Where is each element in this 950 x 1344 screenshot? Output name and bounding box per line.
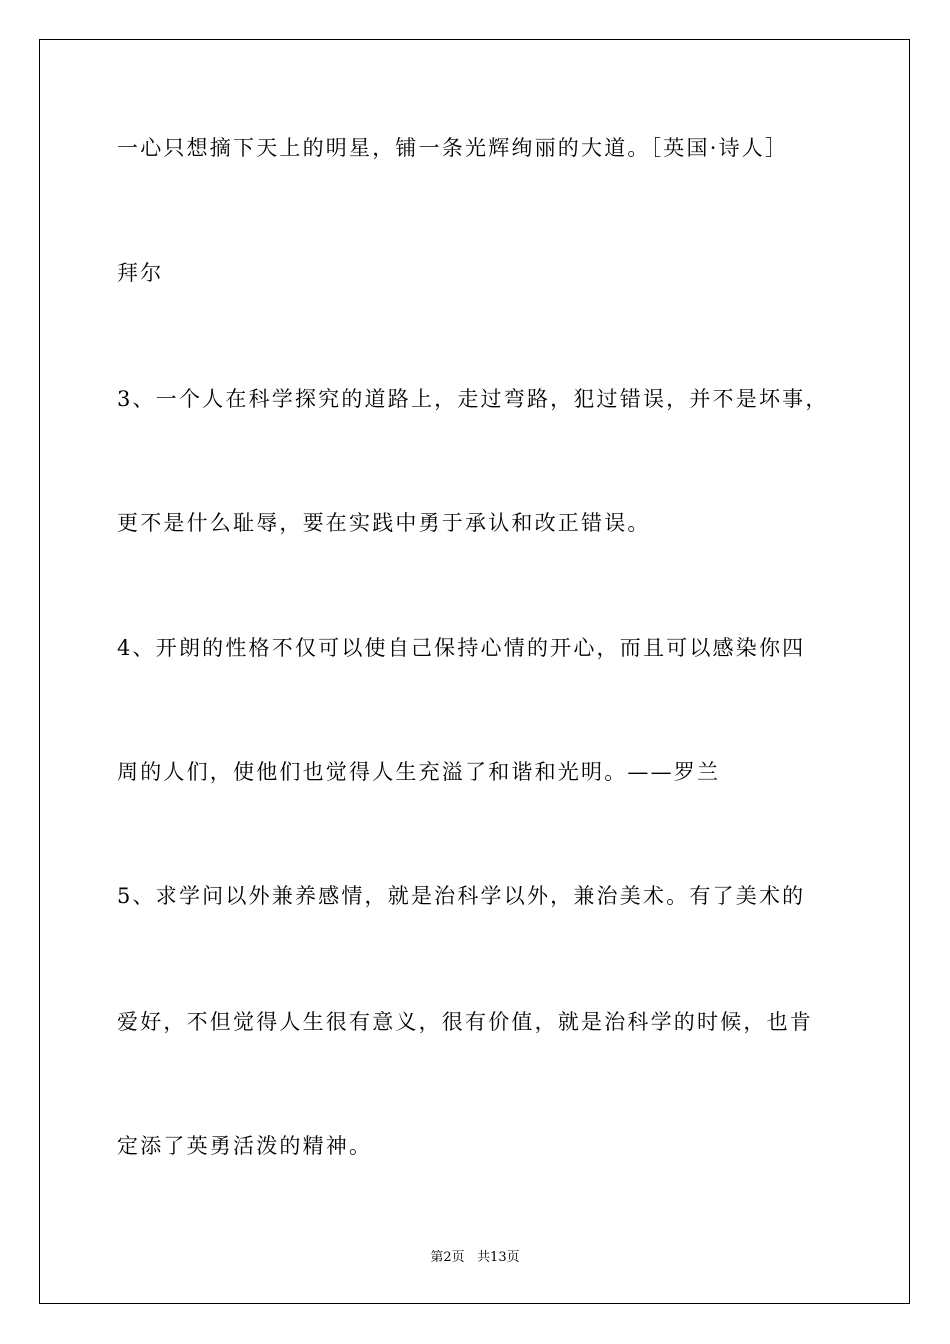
text-line-3: 3、一个人在科学探究的道路上，走过弯路，犯过错误，并不是坏事， [117, 387, 829, 411]
text-line-1: 一心只想摘下天上的明星，铺一条光辉绚丽的大道。［英国·诗人］ [117, 136, 789, 160]
text-line-9: 定添了英勇活泼的精神。 [117, 1134, 373, 1158]
page-number-footer: 第2页 共13页 [430, 1250, 520, 1265]
page-border [39, 39, 910, 1304]
text-line-7: 5、求学问以外兼养感情，就是治科学以外，兼治美术。有了美术的 [117, 884, 806, 908]
text-line-5: 4、开朗的性格不仅可以使自己保持心情的开心，而且可以感染你四 [117, 636, 806, 660]
text-line-4: 更不是什么耻辱，要在实践中勇于承认和改正错误。 [117, 511, 651, 535]
text-line-6: 周的人们，使他们也觉得人生充溢了和谐和光明。——罗兰 [117, 760, 721, 784]
text-line-2: 拜尔 [117, 261, 164, 285]
text-line-8: 爱好，不但觉得人生很有意义，很有价值，就是治科学的时候，也肯 [117, 1010, 813, 1034]
